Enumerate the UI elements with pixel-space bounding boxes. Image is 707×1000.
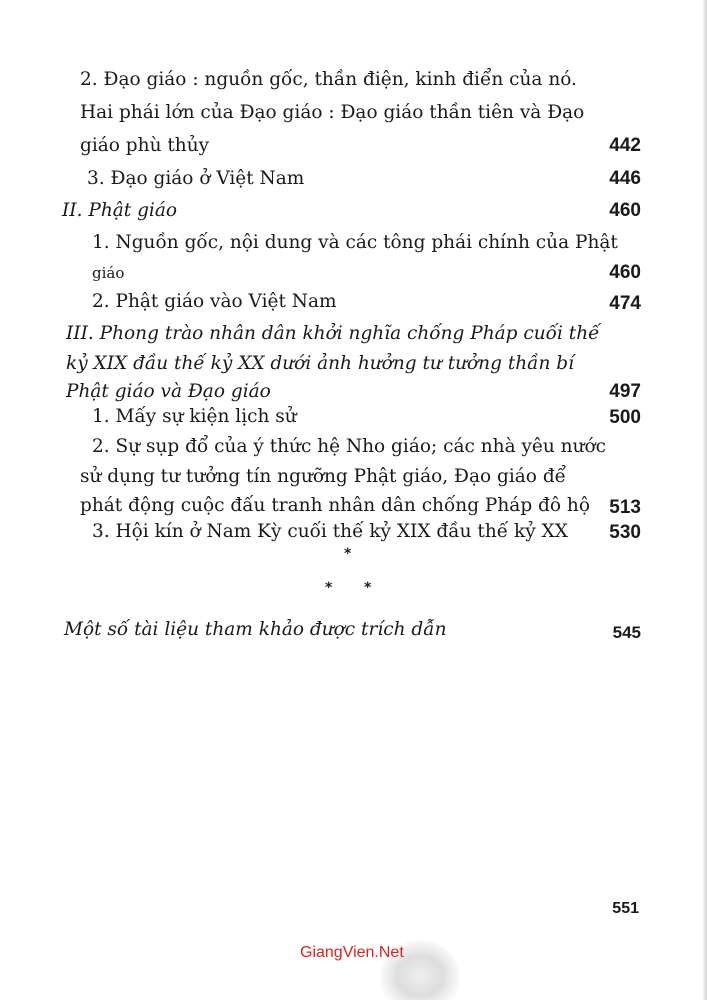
toc-entry-line: 2. Đạo giáo : nguồn gốc, thần điện, kinh điển của nó. (80, 69, 577, 90)
toc-entry-line: 1. Mấy sự kiện lịch sử (92, 406, 297, 427)
watermark-text: GiangVien.Net (300, 944, 404, 961)
toc-page-number: 530 (609, 522, 641, 543)
toc-page-number: 442 (609, 135, 641, 156)
page-number: 551 (612, 900, 639, 917)
toc-section-title: Một số tài liệu tham khảo được trích dẫn (64, 619, 447, 640)
toc-entry-line: phát động cuộc đấu tranh nhân dân chống Pháp đô hộ (80, 495, 590, 516)
toc-page-number: 497 (609, 381, 641, 402)
toc-entry-line: 3. Hội kín ở Nam Kỳ cuối thế kỷ XIX đầu thế kỷ XX (92, 521, 568, 542)
toc-entry-line: giáo (92, 264, 125, 282)
separator-star: * (364, 580, 372, 596)
toc-entry-line: sử dụng tư tưởng tín ngưỡng Phật giáo, Đạo giáo để (80, 466, 567, 487)
toc-page-number: 460 (609, 200, 641, 221)
toc-section-title: kỷ XIX đầu thế kỷ XX dưới ảnh hưởng tư tưởng thần bí (66, 353, 575, 374)
toc-page-number: 513 (609, 497, 641, 518)
toc-page-number: 545 (612, 623, 641, 642)
toc-entry-line: 3. Đạo giáo ở Việt Nam (87, 168, 305, 189)
toc-entry-line: Hai phái lớn của Đạo giáo : Đạo giáo thần tiên và Đạo (80, 102, 585, 123)
separator-star: * (325, 580, 333, 596)
toc-page-number: 446 (609, 168, 641, 189)
separator-star: * (344, 546, 352, 562)
toc-entry-line: giáo phù thủy (80, 135, 210, 156)
toc-entry-line: 2. Phật giáo vào Việt Nam (92, 291, 337, 312)
toc-entry-line: 2. Sự sụp đổ của ý thức hệ Nho giáo; các nhà yêu nước (92, 436, 606, 457)
page-edge-shadow (703, 0, 707, 1000)
toc-page-number: 460 (609, 262, 641, 283)
toc-page-number: 474 (609, 293, 641, 314)
toc-section-title: III. Phong trào nhân dân khởi nghĩa chống Pháp cuối thế (66, 323, 600, 344)
toc-section-title: II. Phật giáo (62, 200, 178, 221)
toc-entry-line: 1. Nguồn gốc, nội dung và các tông phái chính của Phật (92, 232, 618, 253)
toc-page-number: 500 (609, 407, 641, 428)
toc-section-title: Phật giáo và Đạo giáo (66, 381, 271, 402)
